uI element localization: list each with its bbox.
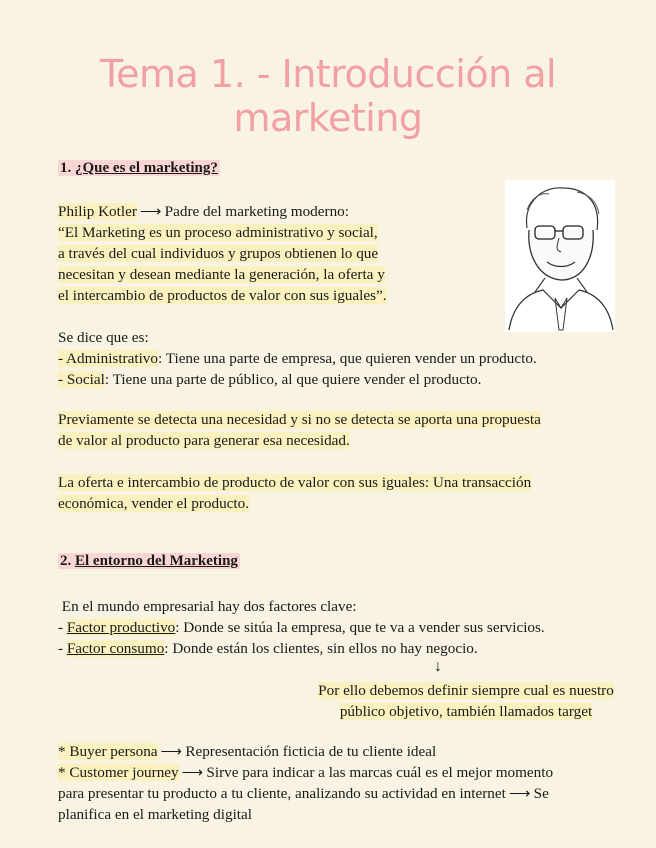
target-note-line-1: Por ello debemos definir siempre cual es nuestro <box>318 682 614 699</box>
section-2-number: 2. <box>60 553 72 569</box>
conceptos-block <box>58 741 553 825</box>
arrow-right-icon: ⟶ <box>160 743 183 760</box>
quote-line-4: el intercambio de productos de valor con sus iguales”. <box>58 287 387 304</box>
buyer-persona-term: * Buyer persona <box>58 743 158 760</box>
buyer-persona-desc: Representación ficticia de tu cliente ideal <box>185 743 437 760</box>
paragraph-oferta-line-2: económica, vender el producto. <box>58 495 250 512</box>
quote-line-3: necesitan y desean mediante la generación, la oferta y <box>58 266 385 283</box>
paragraph-oferta-line-1: La oferta e intercambio de producto de valor con sus iguales: Una transacción <box>58 474 532 491</box>
philip-kotler-portrait <box>505 180 615 332</box>
arrow-right-icon: ⟶ <box>508 785 531 802</box>
customer-journey-term: * Customer journey <box>58 764 179 781</box>
customer-journey-desc: Sirve para indicar a las marcas cuál es el mejor momento <box>206 764 554 781</box>
factor-productivo-term: Factor productivo <box>66 619 176 636</box>
administrativo-term: - Administrativo <box>58 350 158 367</box>
paragraph-necesidad <box>58 409 541 451</box>
section-1-title: ¿Que es el marketing? <box>75 160 218 176</box>
factor-consumo-desc: : Donde están los clientes, sin ellos no hay negocio. <box>164 640 478 657</box>
factor-productivo-desc: : Donde se sitúa la empresa, que te va a vender sus servicios. <box>175 619 545 636</box>
arrow-down-icon: ↓ <box>434 658 442 675</box>
section-2-title: El entorno del Marketing <box>75 553 238 569</box>
arrow-right-icon: ⟶ <box>181 764 204 781</box>
section-1-heading <box>58 160 220 177</box>
customer-journey-line-2: para presentar tu producto a tu cliente, analizando su actividad en internet <box>58 785 506 802</box>
social-desc: : Tiene una parte de público, al que quiere vender el producto. <box>104 371 482 388</box>
paragraph-necesidad-line-2: de valor al producto para generar esa necesidad. <box>58 432 350 449</box>
quote-line-1: “El Marketing es un proceso administrativo y social, <box>58 224 378 241</box>
se-dice-block <box>58 327 537 390</box>
target-note-line-2: público objetivo, también llamados target <box>339 703 593 720</box>
factores-intro: En el mundo empresarial hay dos factores clave: <box>61 598 357 615</box>
arrow-right-icon: ⟶ <box>139 203 162 220</box>
page-title: Tema 1. - Introducción al marketing <box>99 52 557 140</box>
target-note <box>286 680 646 722</box>
paragraph-oferta <box>58 472 531 514</box>
social-term: - Social <box>58 371 105 388</box>
factor-consumo-term: Factor consumo <box>66 640 165 657</box>
administrativo-desc: : Tiene una parte de empresa, que quieren vender un producto. <box>157 350 537 367</box>
quote-line-2: a través del cual individuos y grupos obtienen lo que <box>58 245 379 262</box>
section-1-number: 1. <box>60 160 72 176</box>
kotler-block <box>58 201 387 306</box>
section-2-heading <box>58 553 240 570</box>
factores-block: En el mundo empresarial hay dos factores clave: - Factor productivo: Donde se sitúa la empresa, que te va a vender sus servicios. - Factor consumo: Donde están los clientes, sin ellos no hay negocio. <box>58 598 545 657</box>
kotler-role: Padre del marketing moderno: <box>164 203 349 220</box>
se-dice-label: Se dice que es: <box>58 329 149 346</box>
kotler-name: Philip Kotler <box>58 203 137 220</box>
customer-journey-line-3: planifica en el marketing digital <box>58 806 252 823</box>
customer-journey-line-2-end: Se <box>533 785 549 802</box>
paragraph-necesidad-line-1: Previamente se detecta una necesidad y si no se detecta se aporta una propuesta <box>58 411 541 428</box>
